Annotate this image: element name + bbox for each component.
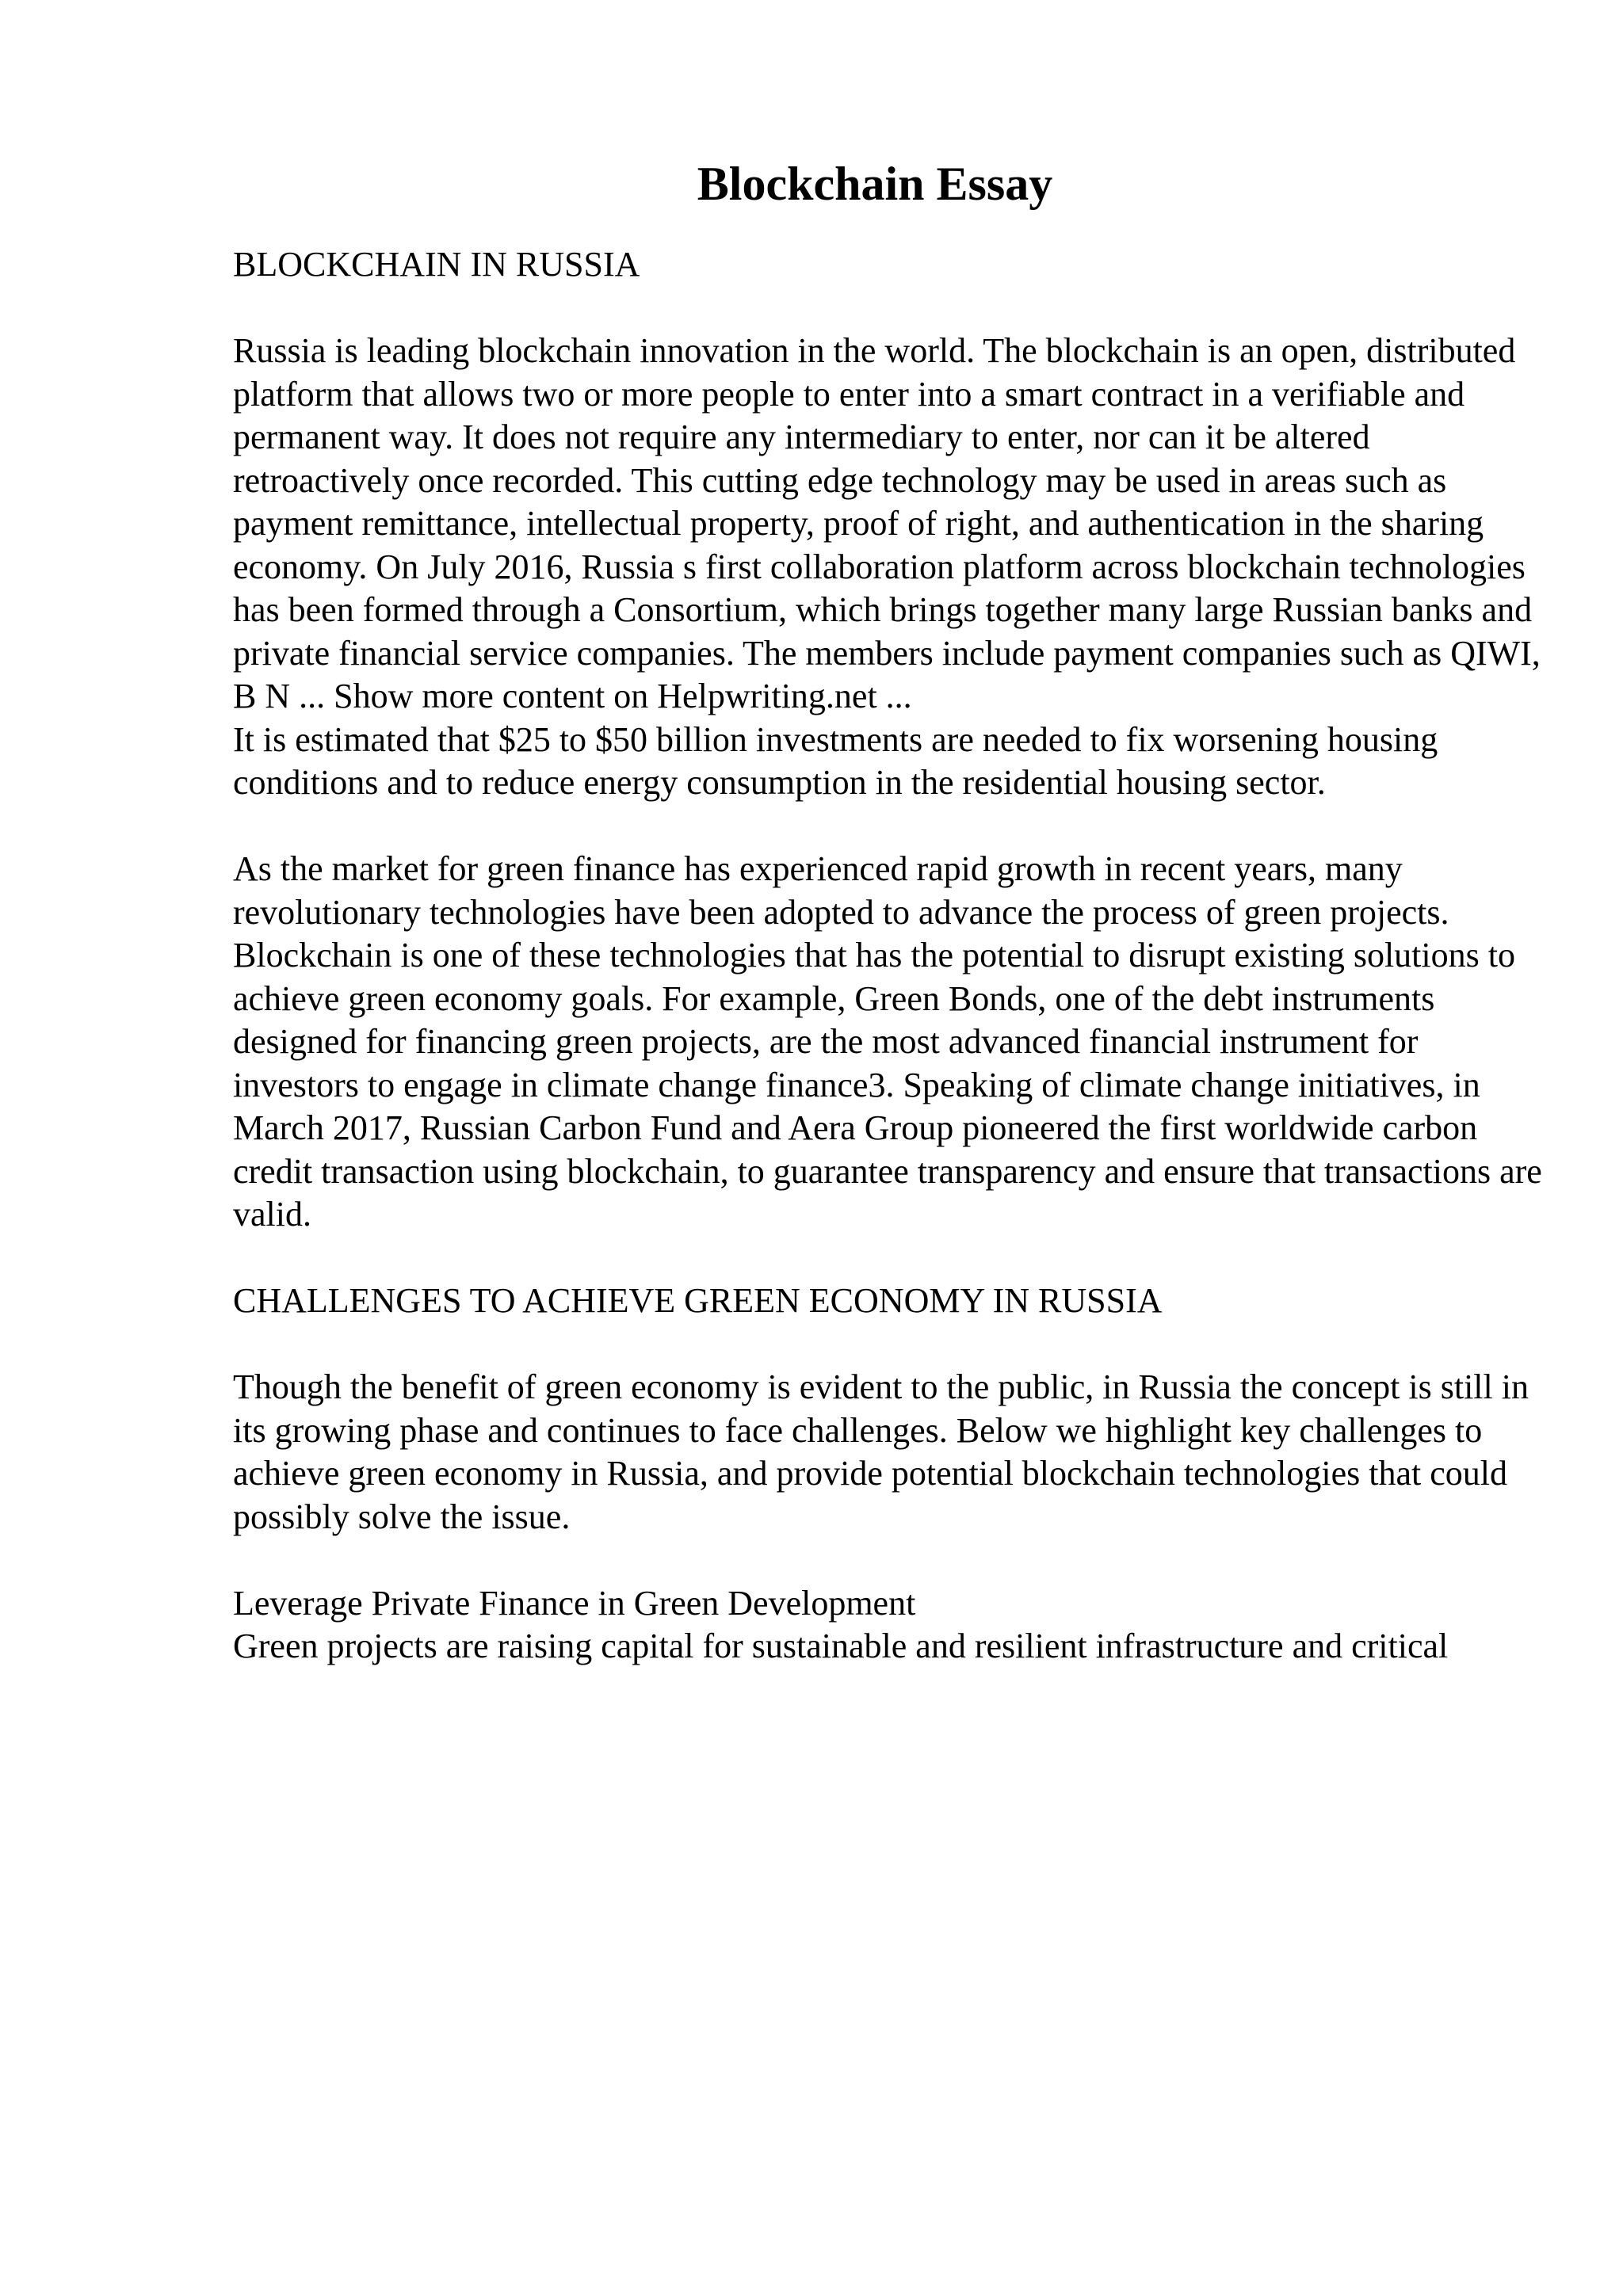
paragraph-spacer (233, 1539, 1549, 1582)
paragraph-intro: Russia is leading blockchain innovation in the world. The blockchain is an open, distributed platform that allows two or more people to enter into a smart contract in a verifiable and permanent way. It does not require any intermediary to enter, nor can it be altered retroactively once recorded. This cutting edge technology may be used in areas such as payment remittance, intellectual property, proof of right, and authentication in the sharing economy. On July 2016, Russia s first collaboration platform across blockchain technologies has been formed through a Consortium, which brings together many large Russian banks and private financial service companies. The members include payment companies such as QIWI, B N ... Show more content on Helpwriting.net ... (233, 331, 1541, 715)
paragraph-spacer (233, 1237, 1549, 1280)
paragraph-spacer (233, 1323, 1549, 1367)
document-title: Blockchain Essay (697, 158, 1053, 210)
paragraph-private-finance: Green projects are raising capital for sustainable and resilient infrastructure and critical (233, 1627, 1449, 1665)
paragraph-green-finance: As the market for green finance has experienced rapid growth in recent years, many revolutionary technologies have been adopted to advance the process of green projects. Blockchain is one of these technologies that has the potential to disrupt existing solutions to achieve green economy goals. For example, Green Bonds, one of the debt instruments designed for financing green projects, are the most advanced financial instrument for investors to engage in climate change finance3. Speaking of climate change initiatives, in March 2017, Russian Carbon Fund and Aera Group pioneered the first worldwide carbon credit transaction using blockchain, to guarantee transparency and ensure that transactions are valid. (233, 849, 1542, 1234)
document-body (233, 243, 1549, 1669)
section-heading-challenges: CHALLENGES TO ACHIEVE GREEN ECONOMY IN RUSSIA (233, 1281, 1163, 1320)
paragraph-challenges: Though the benefit of green economy is evident to the public, in Russia the concept is still in its growing phase and continues to face challenges. Below we highlight key challenges to achieve green economy in Russia, and provide potential blockchain technologies that could possibly solve the issue. (233, 1367, 1529, 1536)
section-heading-blockchain-in-russia: BLOCKCHAIN IN RUSSIA (233, 245, 640, 284)
subheading-private-finance: Leverage Private Finance in Green Development (233, 1583, 916, 1623)
paragraph-spacer (233, 287, 1549, 330)
paragraph-spacer (233, 805, 1549, 849)
paragraph-investments: It is estimated that $25 to $50 billion investments are needed to fix worsening housing conditions and to reduce energy consumption in the residential housing sector. (233, 719, 1438, 802)
